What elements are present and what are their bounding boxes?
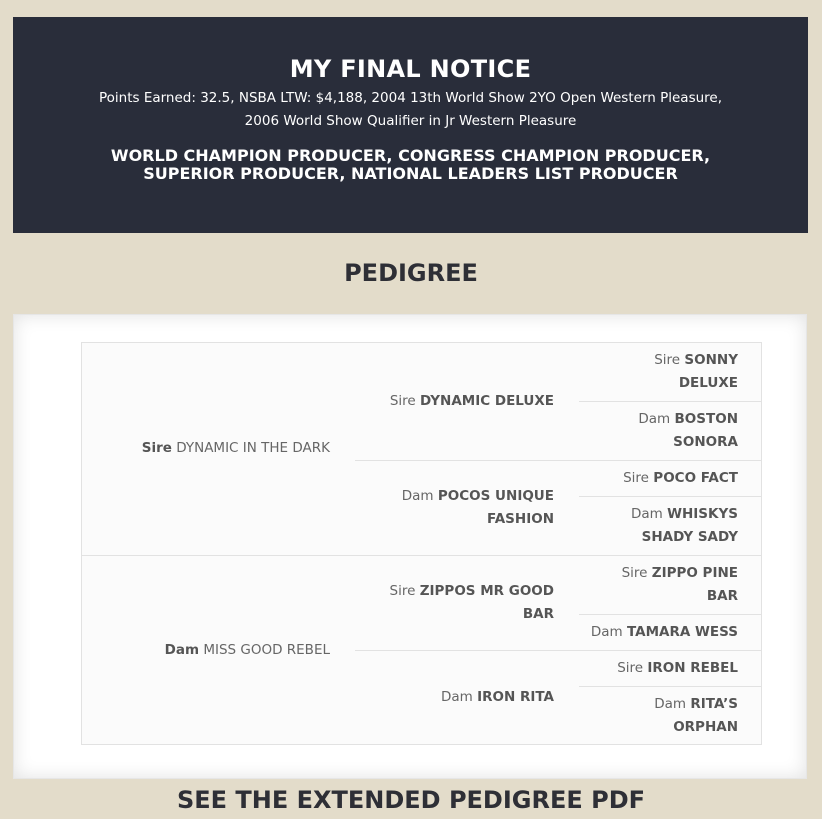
horse-name: IRON RITA [477, 689, 554, 705]
divider [579, 401, 762, 402]
pedigree-gen3-1 [592, 349, 738, 395]
pedigree-sire-dam [380, 485, 554, 531]
pedigree-gen3-4 [592, 503, 738, 549]
horse-name: POCOS UNIQUE FASHION [437, 488, 554, 527]
extended-pedigree-link[interactable]: SEE THE EXTENDED PEDIGREE PDF [176, 786, 646, 814]
divider [355, 650, 762, 651]
pedigree-sire [100, 437, 330, 460]
horse-name-title: MY FINAL NOTICE [289, 55, 532, 83]
divider [579, 496, 762, 497]
horse-name: TAMARA WESS [627, 624, 738, 640]
role-label: Dam [440, 689, 473, 705]
horse-name: SONNY DELUXE [678, 352, 738, 391]
role-label: Dam [164, 642, 200, 658]
pedigree-gen3-8 [592, 693, 738, 739]
divider [579, 686, 762, 687]
pedigree-gen3-6 [580, 621, 738, 644]
pedigree-gen3-5 [592, 562, 738, 608]
role-label: Sire [623, 470, 649, 486]
divider [355, 460, 762, 461]
role-label: Sire [141, 440, 172, 456]
horse-header-banner [13, 17, 808, 233]
points-summary: Points Earned: 32.5, NSBA LTW: $4,188, 2004 13th World Show 2YO Open Western Pleasure, 2006 World Show Qualifier in Jr Western Pleasure [98, 90, 723, 129]
horse-name: ZIPPO PINE BAR [651, 565, 738, 604]
pedigree-heading: PEDIGREE [344, 259, 478, 287]
role-label: Dam [630, 506, 663, 522]
divider [579, 614, 762, 615]
role-label: Sire [389, 393, 416, 409]
pedigree-dam-sire [380, 580, 554, 626]
horse-name: MISS GOOD REBEL [203, 642, 330, 658]
pedigree-dam [100, 639, 330, 662]
role-label: Dam [638, 411, 671, 427]
role-label: Sire [654, 352, 681, 368]
divider [82, 555, 762, 556]
horse-name: WHISKYS SHADY SADY [641, 506, 738, 545]
role-label: Sire [621, 565, 648, 581]
pedigree-gen3-7 [592, 657, 738, 680]
role-label: Dam [654, 696, 687, 712]
horse-name: DYNAMIC DELUXE [420, 393, 554, 409]
horse-name: POCO FACT [653, 470, 738, 486]
pedigree-dam-dam [380, 686, 554, 709]
horse-name: RITA’S ORPHAN [673, 696, 738, 735]
producer-titles: WORLD CHAMPION PRODUCER, CONGRESS CHAMPION PRODUCER, SUPERIOR PRODUCER, NATIONAL LEADERS LIST PRODUCER [110, 146, 711, 183]
horse-name: IRON REBEL [647, 660, 738, 676]
horse-name: ZIPPOS MR GOOD BAR [419, 583, 554, 622]
role-label: Dam [401, 488, 434, 504]
role-label: Sire [389, 583, 416, 599]
horse-name: BOSTON SONORA [673, 411, 738, 450]
horse-name: DYNAMIC IN THE DARK [176, 440, 330, 456]
pedigree-gen3-3 [592, 467, 738, 490]
role-label: Sire [617, 660, 644, 676]
pedigree-gen3-2 [592, 408, 738, 454]
pedigree-sire-sire [380, 390, 554, 413]
role-label: Dam [590, 624, 623, 640]
